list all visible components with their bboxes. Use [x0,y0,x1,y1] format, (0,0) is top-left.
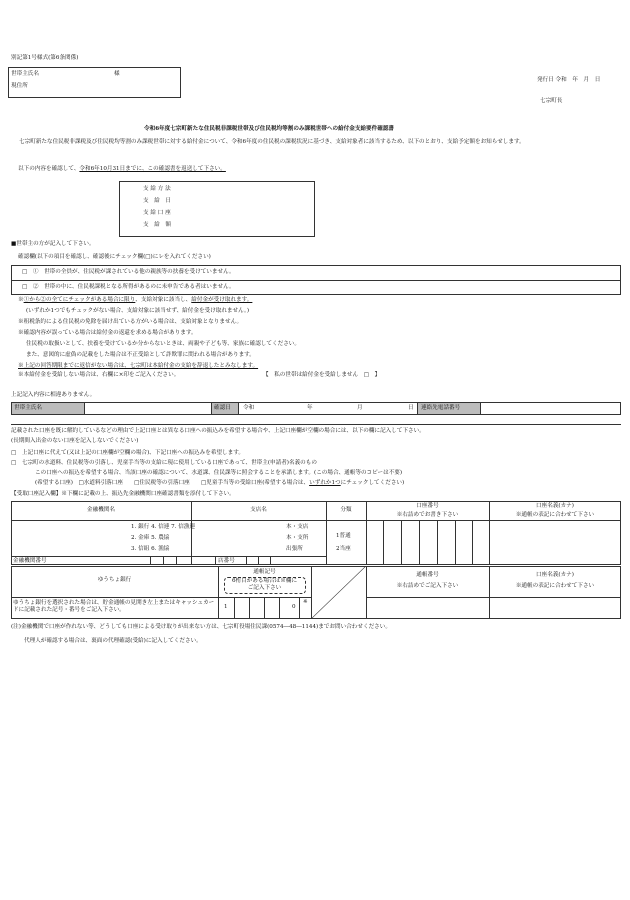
info-date-label: 確認日 [214,405,231,411]
yucho-holder-header: 口座名義(カナ) [536,572,574,578]
account-option-2-choices [35,480,404,487]
intro-instruction [18,166,226,173]
issuer: 七宗町長 [540,98,563,104]
yucho-num-header: 通帳番号 [416,572,439,578]
page-title: 令和6年度七宗町新たな住民税非課税世帯及び住民税均等割のみ課税世帯への給付金支給要件確認書 [144,126,395,132]
acct-type-2[interactable]: 2当座 [336,546,351,552]
form-number: 別記第1号様式(第6条関係) [11,55,79,61]
section-divider [11,424,621,425]
yucho-sym-sep-2 [249,597,250,619]
branch-header: 支店名 [250,507,267,513]
account-option-2[interactable]: □ 七宗町の水道料、住民税等の引落し、児童手当等の支給に現に使用している口座であって、世帯主(申請者)名義のもの [11,460,317,466]
yucho-sym-sep-3 [264,597,265,619]
type-header: 分類 [340,507,352,513]
bank-code-label: 金融機関番号 [13,558,47,564]
address-label: 現住所 [11,83,28,89]
yucho-header-line-right [366,597,621,598]
note-7: ※本給付金を受給しない場合は、右欄に×印をご記入ください。 [18,372,180,378]
note-3: ※確認内容が誤っている場合は給付金の返還を求める場合があります。 [18,330,197,336]
bank-col-line-3 [366,501,367,565]
note-6: ※上記の回答期限までに返信がない場合は、七宗町は本給付金の支給を辞退したとみなします。 [18,363,259,369]
payment-account-label: 支 給 口 座 [143,210,171,216]
receipt-header: 【受取口座記入欄】※下欄に記載の上、振込先金融機関口座確認書類を添付して下さい。 [11,491,235,497]
honorific: 様 [114,71,120,77]
branch-type-1[interactable]: 本・支店 [286,524,309,530]
yucho-description: ゆうちょ銀行を選択された場合は、貯金通帳の見開き左上またはキャッシュカードに記載された記号・番号をご記入下さい。 [13,600,215,614]
info-month: 月 [357,405,363,411]
yucho-sym-zero: 0 [292,604,296,610]
yucho-label: ゆうちょ銀行 [97,577,132,583]
bank-code-sep-3 [176,556,177,565]
info-reiwa: 令和 [243,405,255,411]
yucho-sym-sep-4 [279,597,280,619]
bank-table-header-line [11,520,621,521]
acct-no-note: ※右詰めでお書き下さい [396,512,459,518]
note-5: また、意図的に虚偽の記載をした場合は不正受給として詐欺罪に問われる場合があります。 [26,352,255,358]
note-1 [18,297,252,304]
branch-code-label: 店番号 [218,558,235,564]
acct-digit-sep-4 [437,520,438,565]
intro-text: 七宗町新たな住民税非課税及び住民税均等割のみ課税世帯に対する給付金について、令和6年度の住民税の課税状況に基づき、支給対象者に該当するため、以下のとおり、支給予定額をお知らせします。 [19,139,525,145]
note-4: 住民税の取扱いとして、扶養を受けているか分からないときは、両親や子ども等、家族に確認してください。 [26,341,300,347]
householder-label: 世帯主氏名 [11,71,39,77]
bank-code-sep-1 [150,556,151,565]
yucho-num-note: ※右詰めでご記入下さい [396,583,459,589]
yucho-sym-header: 通帳記号 [253,569,276,575]
note-1-sub: (いずれか1つでもチェックがない場合、支給対象に該当せず、給付金を受け取れません。) [26,308,250,314]
yucho-sym-note: 6桁目がある場合は※欄に ご記入下さい [231,578,298,591]
choices-text[interactable]: (希望する口座) □水道料引落口座 □住民税等の引落口座 □児童手当等の受給口座(希望する場合は、 [35,480,310,486]
info-name-label: 世帯主氏名 [14,405,42,411]
confirm-line: 上記記入内容に相違ありません。 [11,392,96,398]
check-divider [11,280,621,281]
bank-code-line [11,556,326,557]
yucho-diagonal-slash [311,566,366,619]
bank-col-line-4 [489,501,490,565]
footer-note-2: 代理人が確認する場合は、裏面の代理確認(受給)に記入してください。 [24,638,202,644]
bank-name-header: 金融機関名 [87,507,115,513]
account-note-2: (長期間入出金のない口座を記入しないでください) [11,438,139,444]
holder-note: ※通帳の表記に合わせて下さい [515,512,595,518]
deadline-text: 令和6年10月31日までに、この確認書を返送して下さい。 [79,166,226,172]
yucho-sym-note-frame [224,577,306,594]
yucho-header-line-left [11,597,311,598]
account-option-2-consent: この口座への振込を希望する場合、当該口座の確認について、水道課、住民課等に照会することを承諾します。(この場合、通帳等のコピーは不要) [35,470,403,476]
note-2: ※租税条約による住民税の免除を届け出ている方がいる場合は、支給対象となりません。 [18,319,243,325]
branch-code-sep-2 [246,556,247,565]
payment-amount-label: 支 給 額 [143,222,171,228]
choices-underline: いずれか1つ [309,480,341,486]
branch-type-2[interactable]: 本・支所 [286,535,309,541]
footer-note-1: (注)金融機関で口座が作れない等、どうしても口座による受け取りが出来ない方は、七宗町役場住民課(0574―48―1144)までお問い合わせください。 [11,624,391,630]
bank-type-1[interactable]: 1. 銀行 4. 信連 7. 信漁連 [131,524,196,530]
note-1-prefix: ※ [18,297,24,303]
info-year: 年 [307,405,313,411]
account-option-1[interactable]: □ 上記口座に代えて(又は上記の口座欄が空欄の場合)、下記口座への振込みを希望します。 [11,450,244,456]
branch-code-sep-3 [258,556,259,565]
branch-code-sep-1 [215,556,216,565]
intro-prefix: 以下の内容を確認して、 [18,166,80,172]
acct-digit-sep-1 [383,520,384,565]
acct-digit-sep-3 [419,520,420,565]
payment-date-label: 支 給 日 [143,198,171,204]
choices-end: にチェックしてください) [340,480,405,486]
check-item-1[interactable]: □ ① 世帯の全員が、住民税が課されている他の親族等の扶養を受けていません。 [22,269,235,275]
decline-checkbox[interactable]: 【 私の世帯は給付金を受給しません □ 】 [263,372,381,378]
acct-digit-sep-2 [401,520,402,565]
yucho-sym-sep-1 [234,597,235,619]
check-intro: 確認欄(以下の項目を確認し、確認後にチェック欄(□)にレを入れてください) [18,254,211,260]
info-row [11,402,621,415]
info-day: 日 [408,405,414,411]
bank-code-sep-2 [163,556,164,565]
bank-type-3[interactable]: 3. 信組 6. 漁協 [131,546,170,552]
note-1-condition: ①から②の全てにチェックがある場合に限り [23,297,136,303]
holder-header: 口座名義(カナ) [536,503,574,509]
check-item-2[interactable]: □ ② 世帯の中に、住民税課税となる所得があるのに未申告である者はいません。 [22,284,235,290]
branch-type-3[interactable]: 出張所 [286,546,303,552]
yucho-sym-one: 1 [224,604,228,610]
branch-code-sep-4 [270,556,271,565]
yucho-holder-note: ※通帳の表記に合わせて下さい [515,583,595,589]
acct-type-1[interactable]: 1普通 [336,533,351,539]
acct-digit-sep-5 [455,520,456,565]
householder-section-header: ■世帯主の方が記入して下さい。 [11,241,95,247]
issue-date: 発行日 令和 年 月 日 [537,77,601,83]
acct-no-header: 口座番号 [416,503,439,509]
yucho-sym-sep-5 [299,597,300,619]
account-note-1: 記載された口座を既に解約しているなどの理由で上記口座とは異なる口座への振込みを希望する場合や、上記口座欄が空欄の場合には、以下の欄に記入して下さい。 [11,428,425,434]
payment-method-label: 支 給 方 法 [143,186,171,192]
bank-type-2[interactable]: 2. 金庫 5. 農協 [131,535,170,541]
yucho-sym-kome: ※ [303,599,308,605]
note-1-mid: 、支給対象に該当し、 [135,297,192,303]
acct-digit-sep-6 [472,520,473,565]
info-phone-label: 連絡先電話番号 [421,405,461,411]
note-1-result: 給付金が受け取れます。 [191,297,253,303]
